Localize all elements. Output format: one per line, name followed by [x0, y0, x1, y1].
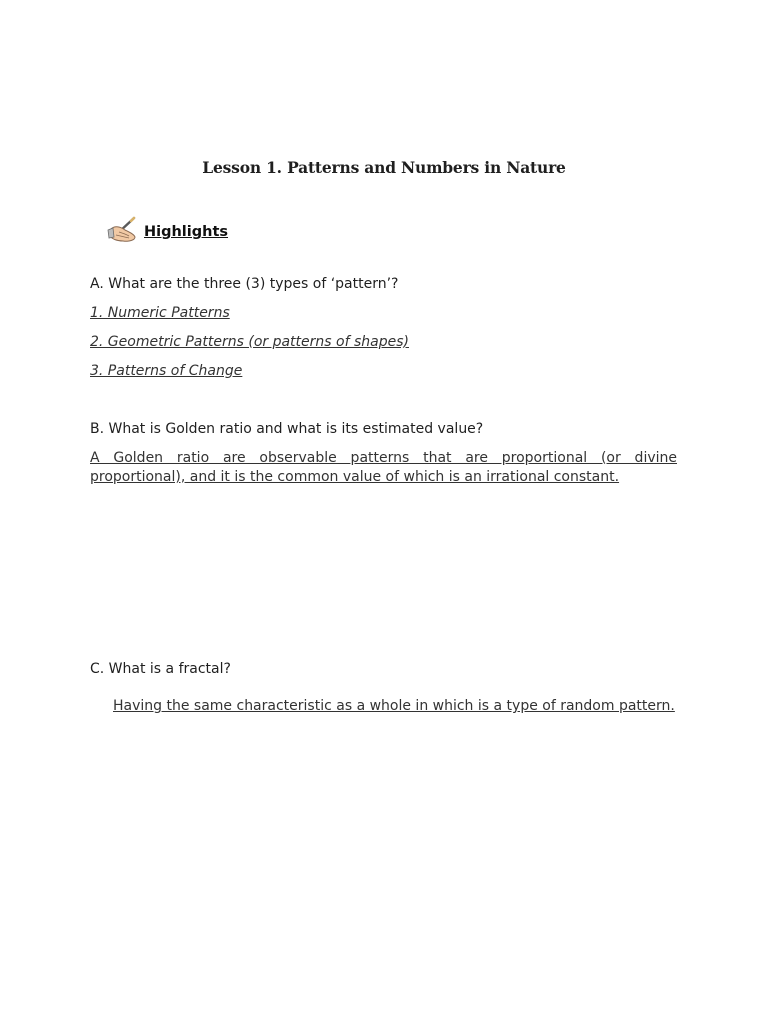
- question-c: C. What is a fractal?: [90, 661, 231, 677]
- highlights-label: Highlights: [144, 224, 229, 240]
- answer-a-1: 1. Numeric Patterns: [90, 305, 230, 321]
- question-b: B. What is Golden ratio and what is its estimated value?: [90, 421, 484, 437]
- question-a: A. What are the three (3) types of ‘pattern’?: [90, 276, 399, 292]
- writing-hand-icon: [107, 215, 139, 245]
- page-title: Lesson 1. Patterns and Numbers in Nature: [202, 158, 566, 177]
- answer-b: A Golden ratio are observable patterns that are proportional (or divine proportional), and it is the common value of which is an irrational constant.: [90, 450, 677, 485]
- highlights-heading: [107, 214, 228, 246]
- answer-a-2: 2. Geometric Patterns (or patterns of shapes): [90, 334, 409, 350]
- answer-c: Having the same characteristic as a whole in which is a type of random pattern.: [113, 698, 675, 714]
- answer-a-3: 3. Patterns of Change: [90, 363, 243, 379]
